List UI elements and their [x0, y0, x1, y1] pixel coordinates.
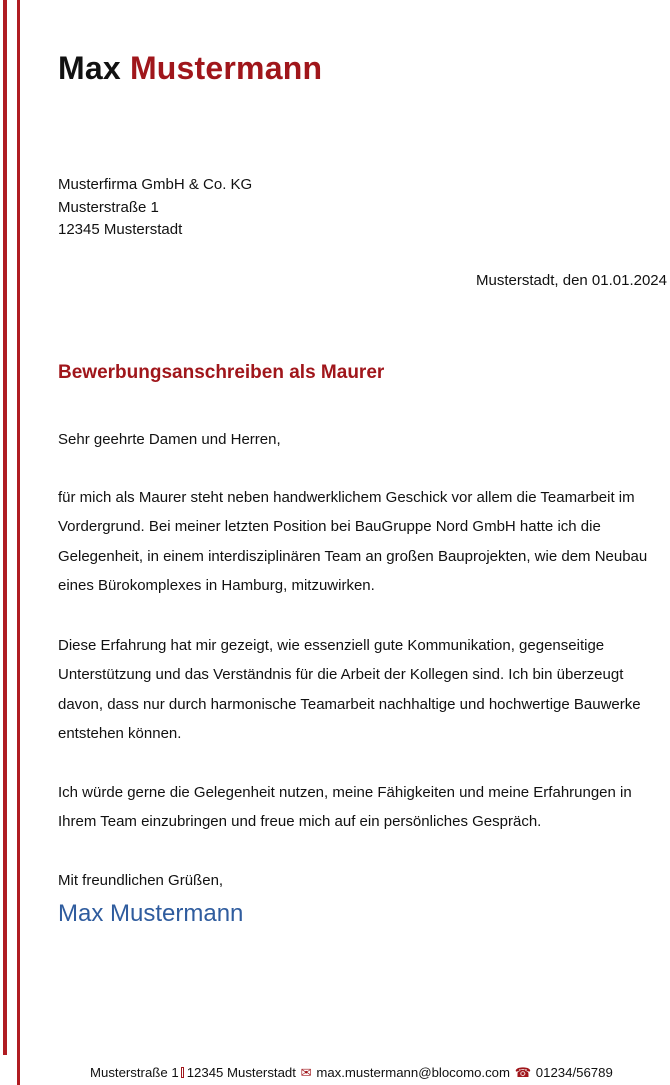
recipient-city: 12345 Musterstadt — [58, 221, 183, 238]
date-line: Musterstadt, den 01.01.2024 — [476, 272, 667, 289]
envelope-icon: ✉ — [300, 1065, 312, 1080]
signature: Max Mustermann — [58, 900, 244, 927]
footer-street: Musterstraße 1 — [90, 1065, 179, 1080]
recipient-address — [58, 174, 252, 242]
left-accent-bar — [3, 0, 7, 1055]
footer-contact — [90, 1065, 613, 1081]
recipient-street: Musterstraße 1 — [58, 198, 159, 216]
salutation: Sehr geehrte Damen und Herren, — [58, 431, 281, 448]
map-pin-icon — [181, 1067, 184, 1078]
left-accent-bar-thin — [17, 0, 20, 1085]
first-name: Max — [58, 50, 121, 86]
subject-heading: Bewerbungsanschreiben als Maurer — [58, 362, 385, 383]
last-name: Mustermann — [129, 50, 323, 86]
footer-city: 12345 Musterstadt — [186, 1065, 296, 1080]
telephone-icon: ☎ — [514, 1065, 532, 1080]
closing-line: Mit freundlichen Grüßen, — [58, 872, 224, 889]
body-paragraph: für mich als Maurer steht neben handwerklichem Geschick vor allem die Teamarbeit im Vordergrund. Bei meiner letzten Position bei BauGruppe Nord GmbH hatte ich die Gelegenheit, in einem interdisziplinären Team an großen Bauprojekten, wie dem Neubau eines Bürokomplexes in Hamburg, mitzuwirken. — [58, 489, 648, 594]
applicant-name-heading — [58, 50, 322, 87]
recipient-company: Musterfirma GmbH & Co. KG — [58, 176, 253, 193]
footer-email[interactable]: max.mustermann@blocomo.com — [316, 1065, 511, 1080]
footer-phone[interactable]: 01234/56789 — [535, 1065, 613, 1080]
body-paragraph: Diese Erfahrung hat mir gezeigt, wie essenziell gute Kommunikation, gegenseitige Unterstützung und das Verständnis für die Arbeit der Kollegen sind. Ich bin überzeugt davon, dass nur durch harmonische Teamarbeit nachhaltige und hochwertige Bauwerke entstehen können. — [58, 637, 641, 742]
body-paragraph: Ich würde gerne die Gelegenheit nutzen, meine Fähigkeiten und meine Erfahrungen in Ihrem Team einzubringen und freue mich auf ein persönliches Gespräch. — [58, 784, 632, 831]
